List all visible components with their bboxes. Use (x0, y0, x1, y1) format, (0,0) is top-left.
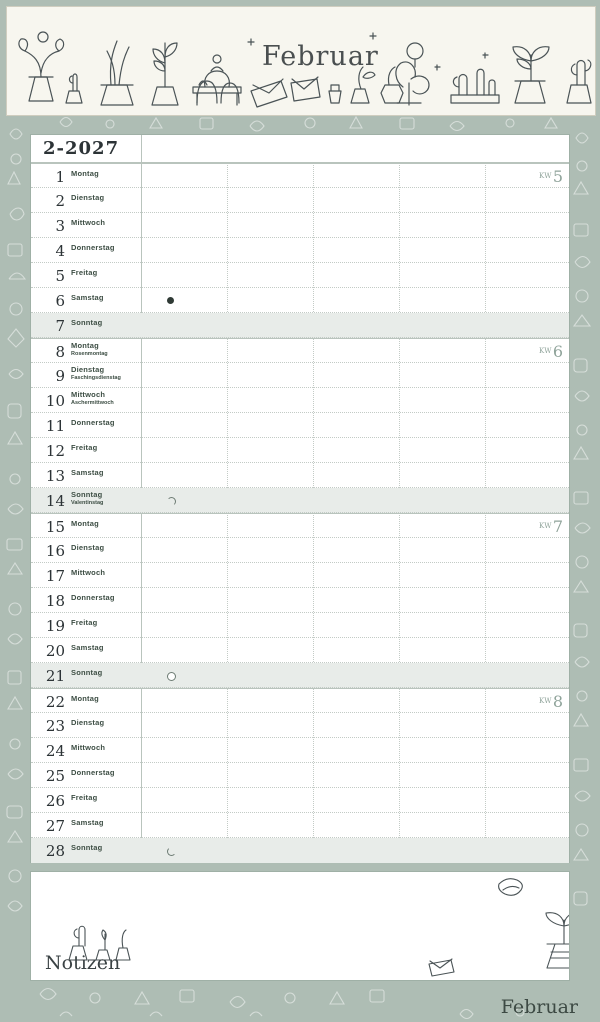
day-name: Donnerstag (71, 593, 115, 602)
calendar-grid (30, 134, 570, 863)
header-month-title: Februar (262, 41, 379, 72)
day-name: Freitag (71, 268, 98, 277)
footer-month-label: Februar (500, 996, 578, 1018)
day-name: Donnerstag (71, 768, 115, 777)
day-number: 10 (45, 392, 65, 410)
calendar-day-row[interactable] (31, 813, 569, 838)
week-number-value: 6 (552, 342, 563, 361)
day-number: 23 (45, 717, 65, 735)
day-name: Dienstag (71, 365, 105, 374)
calendar-day-row[interactable] (31, 163, 569, 188)
day-name: Mittwoch (71, 218, 106, 227)
day-name: Dienstag (71, 193, 105, 202)
calendar-day-row[interactable] (31, 413, 569, 438)
day-name: Montag (71, 341, 99, 350)
day-number: 24 (45, 742, 65, 760)
moon-phase-icon (167, 497, 176, 506)
day-name: Freitag (71, 443, 98, 452)
calendar-day-row[interactable] (31, 463, 569, 488)
week-number-value: 8 (552, 692, 563, 711)
day-number: 14 (45, 492, 65, 510)
day-number: 19 (45, 617, 65, 635)
day-number: 22 (45, 693, 65, 711)
day-name: Dienstag (71, 543, 105, 552)
calendar-day-row[interactable] (31, 488, 569, 513)
day-name: Donnerstag (71, 243, 115, 252)
day-number: 18 (45, 592, 65, 610)
day-name: Sonntag (71, 843, 103, 852)
calendar-day-row[interactable] (31, 588, 569, 613)
calendar-day-row[interactable] (31, 188, 569, 213)
day-number: 8 (55, 343, 65, 361)
notes-label: Notizen (45, 952, 121, 974)
day-number: 9 (55, 367, 65, 385)
week-number (539, 692, 563, 711)
calendar-day-row[interactable] (31, 738, 569, 763)
moon-phase-icon (167, 672, 176, 681)
day-name: Sonntag (71, 668, 103, 677)
calendar-day-row[interactable] (31, 388, 569, 413)
calendar-day-row[interactable] (31, 563, 569, 588)
week-number-label: KW (539, 522, 552, 530)
calendar-day-row[interactable] (31, 638, 569, 663)
calendar-day-row[interactable] (31, 763, 569, 788)
week-number (539, 342, 563, 361)
day-name: Freitag (71, 618, 98, 627)
calendar-day-row[interactable] (31, 438, 569, 463)
calendar-day-row[interactable] (31, 288, 569, 313)
day-holiday-label: Rosenmontag (71, 351, 108, 357)
calendar-day-row[interactable] (31, 613, 569, 638)
day-name: Samstag (71, 818, 104, 827)
notes-area[interactable] (30, 871, 570, 981)
calendar-day-rows (31, 163, 569, 863)
day-number: 28 (45, 842, 65, 860)
day-number: 3 (55, 217, 65, 235)
calendar-day-row[interactable] (31, 838, 569, 863)
calendar-day-row[interactable] (31, 338, 569, 363)
day-number: 16 (45, 542, 65, 560)
day-number: 4 (55, 242, 65, 260)
day-number: 6 (55, 292, 65, 310)
day-number: 17 (45, 567, 65, 585)
day-name: Samstag (71, 643, 104, 652)
week-number-label: KW (539, 347, 552, 355)
calendar-day-row[interactable] (31, 263, 569, 288)
week-number-label: KW (539, 697, 552, 705)
day-number: 25 (45, 767, 65, 785)
day-name: Montag (71, 169, 99, 178)
day-name: Montag (71, 694, 99, 703)
day-number: 26 (45, 792, 65, 810)
header-illustration-band (6, 6, 596, 116)
moon-phase-icon (167, 297, 174, 304)
week-number (539, 517, 563, 536)
day-number: 1 (55, 168, 65, 186)
week-number-value: 7 (552, 517, 563, 536)
calendar-day-row[interactable] (31, 213, 569, 238)
day-number: 5 (55, 267, 65, 285)
moon-phase-icon (167, 847, 176, 856)
day-name: Sonntag (71, 318, 103, 327)
calendar-day-row[interactable] (31, 513, 569, 538)
day-number: 2 (55, 192, 65, 210)
day-holiday-label: Aschermittwoch (71, 400, 114, 406)
calendar-day-row[interactable] (31, 363, 569, 388)
day-name: Mittwoch (71, 743, 106, 752)
calendar-day-row[interactable] (31, 313, 569, 338)
calendar-title-row (31, 135, 569, 163)
day-name: Mittwoch (71, 390, 106, 399)
week-number-value: 5 (552, 167, 563, 186)
calendar-day-row[interactable] (31, 663, 569, 688)
calendar-day-row[interactable] (31, 238, 569, 263)
day-name: Samstag (71, 468, 104, 477)
day-name: Montag (71, 519, 99, 528)
calendar-day-row[interactable] (31, 713, 569, 738)
day-name: Dienstag (71, 718, 105, 727)
day-number: 11 (45, 417, 65, 435)
calendar-day-row[interactable] (31, 538, 569, 563)
day-number: 15 (45, 518, 65, 536)
day-name: Mittwoch (71, 568, 106, 577)
day-name: Freitag (71, 793, 98, 802)
day-number: 21 (45, 667, 65, 685)
calendar-day-row[interactable] (31, 788, 569, 813)
calendar-title: 2-2027 (43, 138, 120, 159)
day-name: Sonntag (71, 490, 103, 499)
day-name: Donnerstag (71, 418, 115, 427)
day-holiday-label: Faschingsdienstag (71, 375, 121, 381)
day-number: 13 (45, 467, 65, 485)
day-name: Samstag (71, 293, 104, 302)
week-number (539, 167, 563, 186)
day-number: 27 (45, 817, 65, 835)
day-holiday-label: Valentinstag (71, 500, 104, 506)
day-number: 7 (55, 317, 65, 335)
calendar-day-row[interactable] (31, 688, 569, 713)
day-number: 20 (45, 642, 65, 660)
week-number-label: KW (539, 172, 552, 180)
day-number: 12 (45, 442, 65, 460)
